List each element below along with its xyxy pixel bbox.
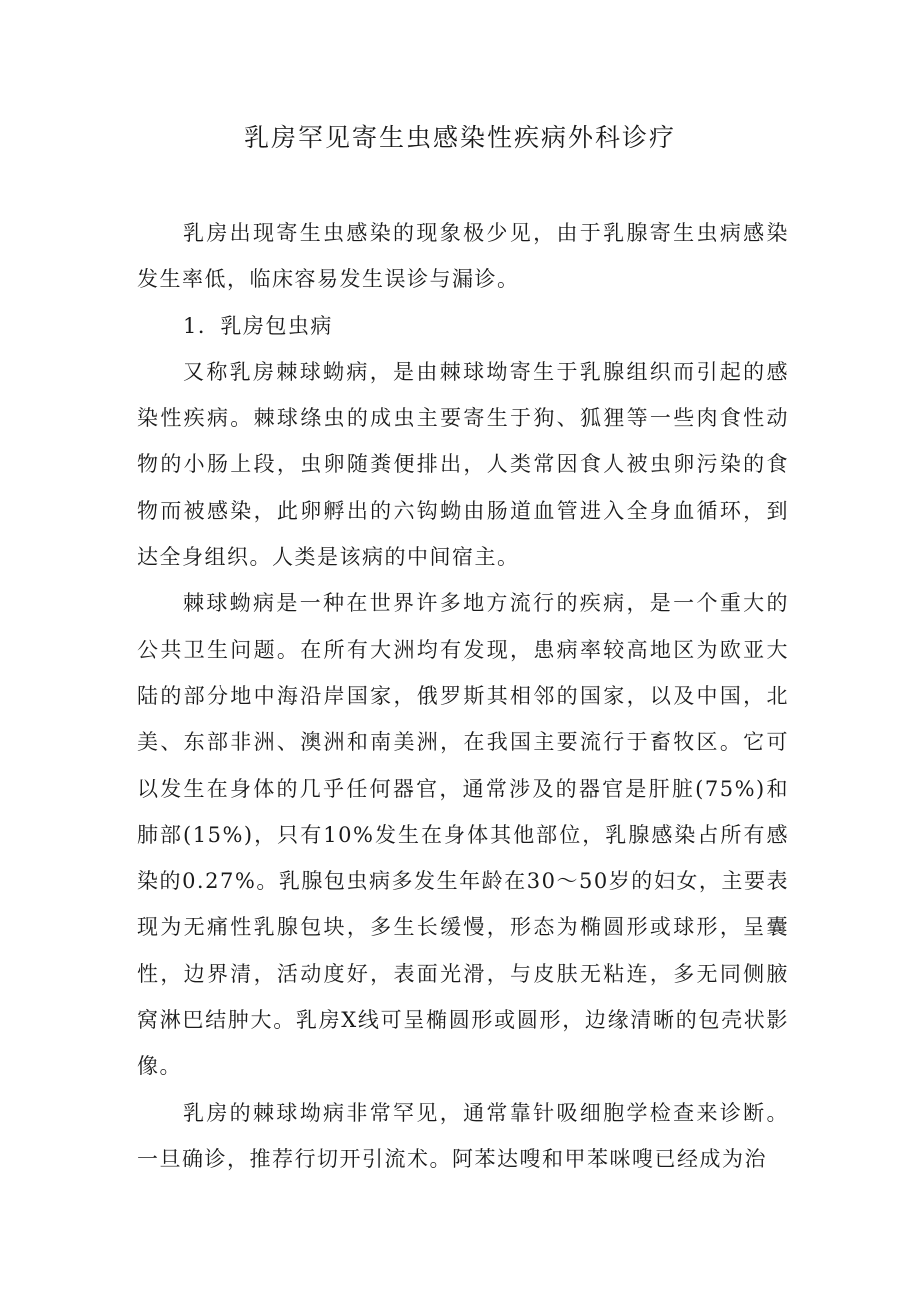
paragraph-diagnosis: 乳房的棘球坳病非常罕见，通常靠针吸细胞学检查来诊断。一旦确诊，推荐行切开引流术。阿苯达嗖和甲苯咪嗖已经成为治 (137, 1100, 789, 1171)
document-title: 乳房罕见寄生虫感染性疾病外科诊疗 (243, 123, 676, 152)
paragraph-intro: 乳房出现寄生虫感染的现象极少见，由于乳腺寄生虫病感染发生率低，临床容易发生误诊与漏诊。 (137, 221, 789, 292)
paragraph-definition: 又称乳房棘球蚴病，是由棘球坳寄生于乳腺组织而引起的感染性疾病。棘球绦虫的成虫主要寄生于狗、狐狸等一些肉食性动物的小肠上段，虫卵随粪便排出，人类常因食人被虫卵污染的食物而被感染，此卵孵出的六钩蚴由肠道血管进入全身血循环，到达全身组织。人类是该病的中间宿主。 (137, 359, 789, 570)
document-body (137, 210, 789, 1182)
paragraph-epidemiology: 棘球蚴病是一种在世界许多地方流行的疾病，是一个重大的公共卫生问题。在所有大洲均有发现，患病率较高地区为欧亚大陆的部分地中海沿岸国家，俄罗斯其相邻的国家，以及中国，北美、东部非洲、澳洲和南美洲，在我国主要流行于畜牧区。它可以发生在身体的几乎任何器官，通常涉及的器官是肝脏(75%)和肺部(15%)，只有10%发生在身体其他部位，乳腺感染占所有感染的0.27%。乳腺包虫病多发生年龄在30～50岁的妇女，主要表现为无痛性乳腺包块，多生长缓慢，形态为椭圆形或球形，呈囊性，边界清，活动度好，表面光滑，与皮肤无粘连，多无同侧腋窝淋巴结肿大。乳房X线可呈椭圆形或圆形，边缘清晰的包壳状影像。 (137, 591, 789, 1079)
section-heading: 1．乳房包虫病 (183, 313, 333, 338)
